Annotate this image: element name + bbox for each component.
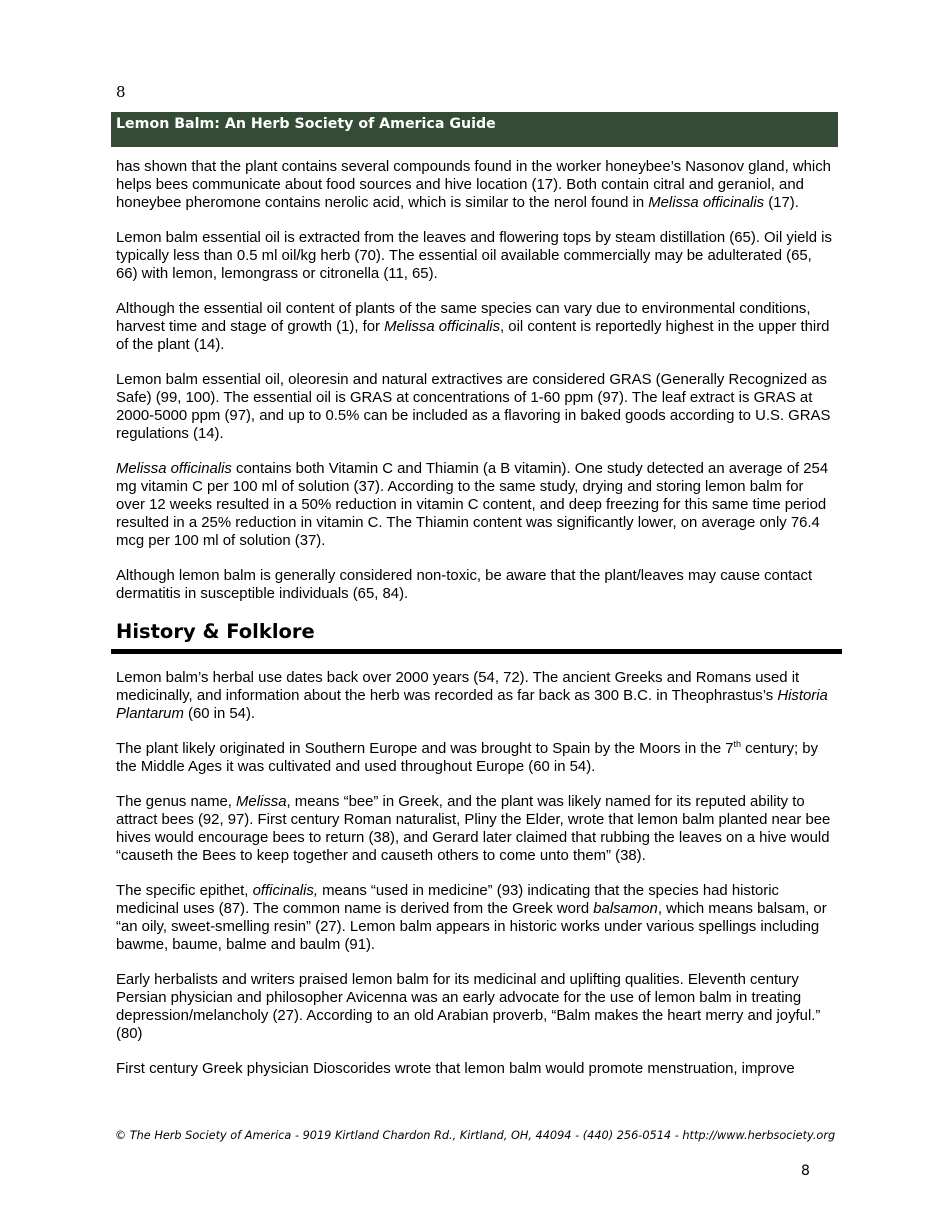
text-run: , oil content is reportedly highest in the upper third of the plant (14). bbox=[116, 319, 830, 353]
text-run: First century Greek physician Dioscorides wrote that lemon balm would promote menstruation, improve bbox=[116, 1061, 795, 1077]
text-run: The specific epithet, bbox=[116, 883, 253, 899]
italic-text: Historia Plantarum bbox=[116, 688, 828, 722]
paragraph-group bbox=[116, 669, 836, 1078]
section-rule bbox=[111, 649, 842, 654]
paragraph bbox=[116, 971, 836, 1043]
text-run: The plant likely originated in Southern Europe and was brought to Spain by the Moors in the 7 bbox=[116, 741, 734, 757]
paragraph bbox=[116, 567, 836, 603]
text-run: , means “bee” in Greek, and the plant was likely named for its reputed ability to attract bees (92, 97). First century Roman naturalist, Pliny the Elder, wrote that lemon balm planted near bee hives would encourage bees to return (38), and Gerard later claimed that rubbing the leaves on a hive would “causeth the Bees to keep together and causeth others to come unto them” (38). bbox=[116, 794, 831, 864]
paragraph bbox=[116, 882, 836, 954]
paragraph bbox=[116, 793, 836, 865]
text-run: Lemon balm essential oil is extracted from the leaves and flowering tops by steam distillation (65). Oil yield is typically less than 0.5 ml oil/kg herb (70). The essential oil available commercially may be adulterated (65, 66) with lemon, lemongrass or citronella (11, 65). bbox=[116, 230, 832, 282]
paragraph bbox=[116, 740, 836, 776]
text-run: has shown that the plant contains several compounds found in the worker honeybee’s Nasonov gland, which helps bees communicate about food sources and hive location (17). Both contain citral and geraniol, and honeybee pheromone contains nerolic acid, which is similar to the nerol found in bbox=[116, 159, 831, 211]
italic-text: balsamon bbox=[593, 901, 658, 917]
text-run: Although lemon balm is generally considered non-toxic, be aware that the plant/leaves may cause contact dermatitis in susceptible individuals (65, 84). bbox=[116, 568, 813, 602]
paragraph bbox=[116, 371, 836, 443]
text-run: contains both Vitamin C and Thiamin (a B vitamin). One study detected an average of 254 mg vitamin C per 100 ml of solution (37). According to the same study, drying and storing lemon balm for over 12 weeks resulted in a 50% reduction in vitamin C content, and deep freezing for this same time period resulted in a 25% reduction in vitamin C. The Thiamin content was significantly lower, on average only 76.4 mcg per 100 ml of solution (37). bbox=[116, 461, 829, 549]
paragraph-group bbox=[116, 158, 836, 603]
text-run: Early herbalists and writers praised lemon balm for its medicinal and uplifting qualities. Eleventh century Persian physician and philosopher Avicenna was an early advocate for the use of lemon balm in treating depression/melancholy (27). According to an old Arabian proverb, “Balm makes the heart merry and joyful.” (80) bbox=[116, 972, 821, 1042]
paragraph bbox=[116, 300, 836, 354]
body-text bbox=[116, 158, 836, 1095]
paragraph bbox=[116, 460, 836, 550]
paragraph bbox=[116, 158, 836, 212]
header-title: Lemon Balm: An Herb Society of America Guide bbox=[116, 116, 496, 132]
text-run: means “used in medicine” (93) indicating that the species had historic medicinal uses (87). The common name is derived from the Greek word bbox=[116, 883, 779, 917]
italic-text: Melissa bbox=[236, 794, 287, 810]
header-banner bbox=[111, 112, 838, 147]
text-run: (60 in 54). bbox=[183, 706, 256, 722]
section-heading: History & Folklore bbox=[116, 620, 315, 643]
text-run: Lemon balm’s herbal use dates back over 2000 years (54, 72). The ancient Greeks and Romans used it medicinally, and information about the herb was recorded as far back as 300 B.C. in Theophrastus’s bbox=[116, 670, 800, 704]
text-run: Although the essential oil content of plants of the same species can vary due to environmental conditions, harvest time and stage of growth (1), for bbox=[116, 301, 811, 335]
italic-text: Melissa officinalis bbox=[648, 195, 765, 211]
page-number-bottom: 8 bbox=[801, 1163, 810, 1179]
text-run: , which means balsam, or “an oily, sweet-smelling resin” (27). Lemon balm appears in historic works under various spellings including bawme, baume, balme and baulm (91). bbox=[116, 901, 827, 953]
text-run: The genus name, bbox=[116, 794, 237, 810]
paragraph bbox=[116, 229, 836, 283]
page-number-top: 8 bbox=[116, 83, 126, 101]
italic-text: Melissa officinalis bbox=[384, 319, 501, 335]
footer-copyright: © The Herb Society of America - 9019 Kirtland Chardon Rd., Kirtland, OH, 44094 - (440) 256-0514 - http://www.herbsociety.org bbox=[114, 1129, 836, 1142]
italic-text: Melissa officinalis bbox=[116, 461, 232, 477]
paragraph bbox=[116, 669, 836, 723]
paragraph bbox=[116, 1060, 836, 1078]
text-run: (17). bbox=[764, 195, 799, 211]
text-run: Lemon balm essential oil, oleoresin and natural extractives are considered GRAS (Generally Recognized as Safe) (99, 100). The essential oil is GRAS at concentrations of 1-60 ppm (97). The leaf extract is GRAS at 2000-5000 ppm (97), and up to 0.5% can be included as a flavoring in baked goods according to U.S. GRAS regulations (14). bbox=[116, 372, 831, 442]
italic-text: officinalis, bbox=[252, 883, 318, 899]
text-run: century; by the Middle Ages it was cultivated and used throughout Europe (60 in 54). bbox=[116, 741, 819, 775]
superscript: th bbox=[733, 739, 742, 749]
